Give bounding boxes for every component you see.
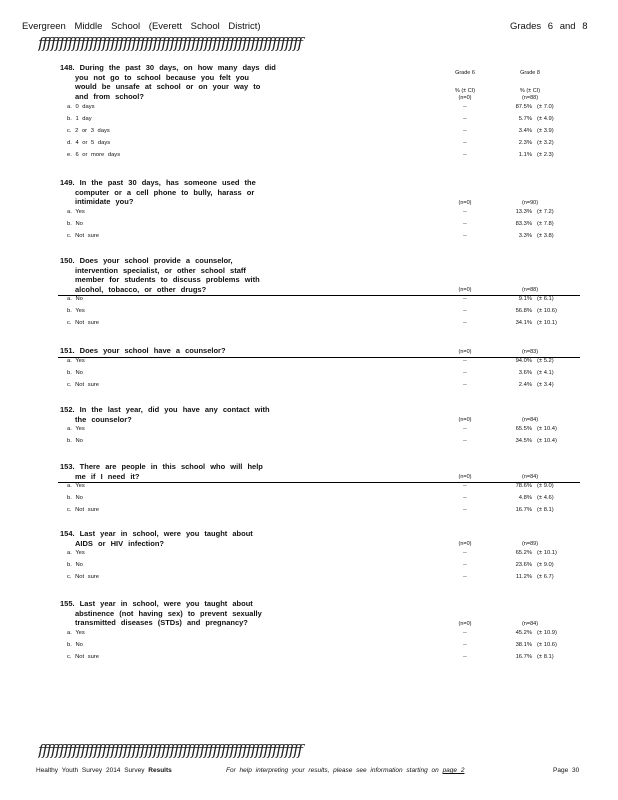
question-line: the counselor? bbox=[75, 414, 132, 424]
grade6-header: Grade 6 bbox=[455, 70, 475, 76]
answer-row bbox=[0, 574, 618, 585]
grade6-value: -- bbox=[463, 308, 467, 314]
grade8-ci: (± 10.1) bbox=[537, 550, 557, 556]
answer-label: b. 1 day bbox=[67, 116, 92, 122]
grade6-value: -- bbox=[463, 357, 467, 364]
question-line: 154. Last year in school, were you taught about bbox=[60, 529, 253, 538]
answer-label: c. Not sure bbox=[67, 507, 100, 513]
answer-label: c. Not sure bbox=[67, 381, 100, 388]
grade8-ci: (± 3.9) bbox=[537, 128, 554, 134]
answer-row bbox=[0, 495, 618, 506]
grade6-value: -- bbox=[463, 550, 467, 556]
decorative-divider-top: ffffffffffffffffffffffffffffffffffffffffffffffffffffffffffffff bbox=[38, 34, 302, 52]
grade8-sample-size: (n=89) bbox=[521, 541, 539, 547]
answer-label: b. No bbox=[67, 438, 83, 444]
grade6-sample-size: (n=0) bbox=[458, 620, 472, 627]
question-text bbox=[60, 256, 290, 294]
grade6-sample-size: (n=0) bbox=[458, 474, 472, 480]
answer-row bbox=[0, 426, 618, 437]
answer-row bbox=[0, 358, 618, 369]
grade8-ci: (± 4.1) bbox=[537, 369, 554, 376]
footer-help-text bbox=[226, 767, 464, 774]
answer-row bbox=[0, 308, 618, 319]
grade6-sample-size: (n=0) bbox=[458, 95, 472, 101]
grade8-pct-ci-header: % (± CI) bbox=[519, 88, 541, 94]
question-line: transmitted diseases (STDs) and pregnancy? bbox=[75, 618, 248, 627]
grade6-value: -- bbox=[463, 232, 467, 239]
answer-row bbox=[0, 483, 618, 494]
question-line: would be unsafe at school or on your way to bbox=[75, 82, 261, 91]
grade6-value: -- bbox=[463, 369, 467, 376]
question-line: me if I need it? bbox=[75, 471, 140, 481]
grade6-value: -- bbox=[463, 641, 467, 648]
grades-label: Grades 6 and 8 bbox=[510, 21, 588, 32]
answer-row bbox=[0, 642, 618, 653]
grade8-percent: 56.8% bbox=[515, 308, 532, 314]
question-line: and from school? bbox=[75, 91, 144, 101]
answer-row bbox=[0, 152, 618, 163]
grade8-ci: (± 10.4) bbox=[537, 438, 557, 444]
answer-row bbox=[0, 140, 618, 151]
answer-row bbox=[0, 104, 618, 115]
grade8-percent: 2.4% bbox=[518, 381, 532, 388]
question-line: 152. In the last year, did you have any contact with bbox=[60, 405, 270, 414]
question-text bbox=[60, 63, 290, 101]
grade6-sample-size: (n=0) bbox=[458, 199, 472, 206]
grade8-ci: (± 7.0) bbox=[537, 104, 554, 110]
answer-label: a. Yes bbox=[67, 208, 85, 215]
answer-row bbox=[0, 296, 618, 307]
grade6-value: -- bbox=[463, 208, 467, 215]
question-line: abstinence (not having sex) to prevent sexually bbox=[75, 608, 262, 618]
answer-label: a. Yes bbox=[67, 629, 85, 636]
grade8-header: Grade 8 bbox=[520, 70, 540, 76]
question-text bbox=[60, 599, 290, 628]
grade8-ci: (± 3.2) bbox=[537, 140, 554, 146]
question-text bbox=[60, 178, 290, 207]
grade8-ci: (± 7.2) bbox=[537, 208, 554, 215]
grade8-percent: 34.5% bbox=[515, 438, 532, 444]
answer-label: a. Yes bbox=[67, 550, 85, 556]
answer-row bbox=[0, 116, 618, 127]
question-line: 149. In the past 30 days, has someone used the bbox=[60, 178, 256, 187]
grade6-sample-size: (n=0) bbox=[458, 348, 472, 355]
grade6-value: -- bbox=[463, 562, 467, 568]
answer-label: b. No bbox=[67, 562, 83, 568]
answer-label: b. No bbox=[67, 220, 83, 227]
grade8-ci: (± 10.4) bbox=[537, 426, 557, 432]
question-text bbox=[60, 462, 290, 481]
grade8-ci: (± 6.1) bbox=[537, 296, 554, 302]
grade8-ci: (± 5.2) bbox=[537, 357, 554, 364]
question-text bbox=[60, 346, 290, 356]
grade8-ci: (± 10.6) bbox=[537, 308, 557, 314]
grade8-percent: 3.6% bbox=[518, 369, 532, 376]
grade8-ci: (± 10.6) bbox=[537, 641, 557, 648]
answer-row bbox=[0, 382, 618, 393]
answer-label: b. No bbox=[67, 641, 83, 648]
grade8-percent: 2.3% bbox=[518, 140, 532, 146]
answer-row bbox=[0, 550, 618, 561]
grade8-ci: (± 6.7) bbox=[537, 574, 554, 580]
grade8-percent: 3.4% bbox=[518, 128, 532, 134]
grade6-value: -- bbox=[463, 629, 467, 636]
grade6-sample-size: (n=0) bbox=[458, 287, 472, 293]
school-title: Evergreen Middle School (Everett School District) bbox=[22, 21, 261, 32]
question-line: member for students to discuss problems with bbox=[75, 275, 260, 284]
question-line: intimidate you? bbox=[75, 197, 134, 206]
question-line: 155. Last year in school, were you taught about bbox=[60, 599, 253, 608]
answer-label: e. 6 or more days bbox=[67, 152, 121, 158]
question-line: computer or a cell phone to bully, harass or bbox=[75, 187, 255, 197]
grade6-value: -- bbox=[463, 483, 467, 489]
grade8-sample-size: (n=84) bbox=[521, 620, 539, 627]
grade8-percent: 11.2% bbox=[515, 574, 532, 580]
answer-row bbox=[0, 654, 618, 665]
footer-page-link[interactable]: page 2 bbox=[442, 767, 465, 774]
grade8-ci: (± 9.0) bbox=[537, 483, 554, 489]
grade8-percent: 45.2% bbox=[515, 629, 532, 636]
answer-label: b. No bbox=[67, 369, 83, 376]
grade8-sample-size: (n=90) bbox=[521, 199, 539, 206]
grade6-value: -- bbox=[463, 320, 467, 326]
grade6-value: -- bbox=[463, 653, 467, 660]
question-line: 150. Does your school provide a counselor, bbox=[60, 256, 233, 265]
grade8-percent: 38.1% bbox=[515, 641, 532, 648]
grade6-value: -- bbox=[463, 152, 467, 158]
grade6-value: -- bbox=[463, 116, 467, 122]
grade8-percent: 3.3% bbox=[518, 232, 532, 239]
question-line: 153. There are people in this school who will help bbox=[60, 462, 263, 471]
question-line: alcohol, tobacco, or other drugs? bbox=[75, 284, 207, 294]
grade8-ci: (± 8.1) bbox=[537, 653, 554, 660]
answer-row bbox=[0, 438, 618, 449]
grade6-value: -- bbox=[463, 507, 467, 513]
answer-label: a. No bbox=[67, 296, 83, 302]
answer-label: c. Not sure bbox=[67, 320, 100, 326]
question-line: you not go to school because you felt you bbox=[75, 72, 250, 82]
grade8-sample-size: (n=84) bbox=[521, 474, 539, 480]
answer-label: a. Yes bbox=[67, 426, 85, 432]
answer-row bbox=[0, 562, 618, 573]
grade8-percent: 13.3% bbox=[515, 208, 532, 215]
answer-label: c. 2 or 3 days bbox=[67, 128, 110, 134]
grade8-ci: (± 3.4) bbox=[537, 381, 554, 388]
grade8-percent: 16.7% bbox=[515, 507, 532, 513]
question-line: AIDS or HIV infection? bbox=[75, 538, 165, 548]
answer-label: d. 4 or 5 days bbox=[67, 140, 111, 146]
grade6-value: -- bbox=[463, 381, 467, 388]
grade6-value: -- bbox=[463, 140, 467, 146]
grade8-ci: (± 7.8) bbox=[537, 220, 554, 227]
grade8-percent: 34.1% bbox=[515, 320, 532, 326]
footer-survey-text: Healthy Youth Survey 2014 Survey bbox=[36, 767, 145, 774]
grade6-value: -- bbox=[463, 104, 467, 110]
question-line: 151. Does your school have a counselor? bbox=[60, 346, 226, 355]
answer-label: c. Not sure bbox=[67, 232, 100, 239]
grade8-ci: (± 2.3) bbox=[537, 152, 554, 158]
answer-label: a. 0 days bbox=[67, 104, 95, 110]
footer-help-sentence: For help interpreting your results, please see information starting on bbox=[226, 767, 439, 774]
grade8-percent: 9.1% bbox=[518, 296, 532, 302]
answer-row bbox=[0, 370, 618, 381]
grade8-ci: (± 9.0) bbox=[537, 562, 554, 568]
grade6-value: -- bbox=[463, 438, 467, 444]
grade6-value: -- bbox=[463, 128, 467, 134]
answer-label: b. Yes bbox=[67, 308, 85, 314]
grade8-percent: 65.2% bbox=[515, 550, 532, 556]
grade6-pct-ci-header: % (± CI) bbox=[454, 88, 476, 94]
decorative-divider-bottom: ffffffffffffffffffffffffffffffffffffffffffffffffffffffffffffff bbox=[38, 741, 302, 759]
grade8-percent: 16.7% bbox=[515, 653, 532, 660]
grade8-ci: (± 3.8) bbox=[537, 232, 554, 239]
grade8-percent: 94.0% bbox=[515, 357, 532, 364]
grade6-value: -- bbox=[463, 574, 467, 580]
grade8-percent: 5.7% bbox=[518, 116, 532, 122]
grade8-sample-size: (n=84) bbox=[521, 417, 539, 423]
answer-row bbox=[0, 507, 618, 518]
footer-results-text: Results bbox=[148, 767, 172, 774]
grade6-sample-size: (n=0) bbox=[458, 541, 472, 547]
grade8-sample-size: (n=88) bbox=[521, 95, 539, 101]
answer-row bbox=[0, 233, 618, 244]
grade6-sample-size: (n=0) bbox=[458, 417, 472, 423]
answer-row bbox=[0, 320, 618, 331]
answer-label: c. Not sure bbox=[67, 653, 100, 660]
answer-label: c. Not sure bbox=[67, 574, 100, 580]
grade6-value: -- bbox=[463, 426, 467, 432]
grade8-ci: (± 10.9) bbox=[537, 629, 557, 636]
question-text bbox=[60, 529, 290, 548]
grade8-ci: (± 4.6) bbox=[537, 495, 554, 501]
grade6-value: -- bbox=[463, 296, 467, 302]
grade8-percent: 1.1% bbox=[518, 152, 532, 158]
answer-row bbox=[0, 209, 618, 220]
question-line: 148. During the past 30 days, on how many days did bbox=[60, 63, 276, 72]
grade6-value: -- bbox=[463, 495, 467, 501]
footer-survey-label bbox=[36, 767, 172, 774]
grade8-percent: 4.8% bbox=[518, 495, 532, 501]
answer-row bbox=[0, 630, 618, 641]
grade8-percent: 87.5% bbox=[515, 104, 532, 110]
grade8-sample-size: (n=88) bbox=[521, 287, 539, 293]
footer-page-number: Page 30 bbox=[553, 767, 580, 774]
answer-label: a. Yes bbox=[67, 357, 85, 364]
answer-label: a. Yes bbox=[67, 483, 85, 489]
answer-row bbox=[0, 128, 618, 139]
grade8-percent: 65.5% bbox=[515, 426, 532, 432]
answer-label: b. No bbox=[67, 495, 83, 501]
grade8-percent: 78.6% bbox=[515, 483, 532, 489]
grade8-sample-size: (n=83) bbox=[521, 348, 539, 355]
grade8-percent: 83.3% bbox=[515, 220, 532, 227]
grade8-ci: (± 8.1) bbox=[537, 507, 554, 513]
question-text bbox=[60, 405, 290, 424]
question-line: intervention specialist, or other school staff bbox=[75, 265, 246, 275]
grade8-ci: (± 4.9) bbox=[537, 116, 554, 122]
answer-row bbox=[0, 221, 618, 232]
grade8-percent: 23.6% bbox=[515, 562, 532, 568]
grade6-value: -- bbox=[463, 220, 467, 227]
grade8-ci: (± 10.1) bbox=[537, 320, 557, 326]
